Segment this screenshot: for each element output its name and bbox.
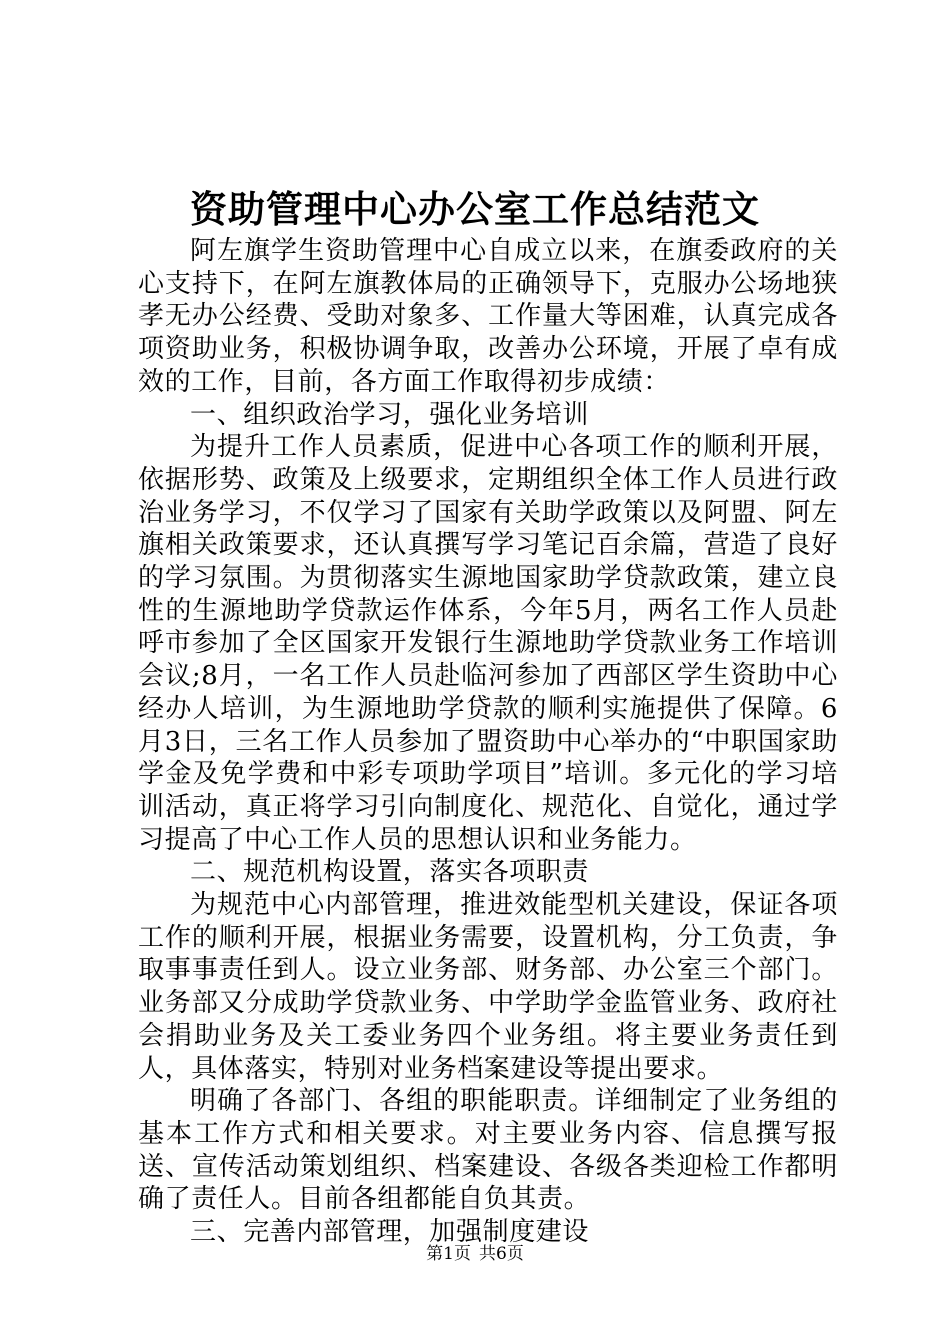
section-heading-1: 一、组织政治学习，强化业务培训 [190, 399, 590, 430]
page-number: 第1页 [426, 1244, 471, 1264]
paragraph-section-1: 为提升工作人员素质，促进中心各项工作的顺利开展，依据形势、政策及上级要求，定期组织全体工作人员进行政治业务学习，不仅学习了国家有关助学政策以及阿盟、阿左旗相关政策要求，还认真撰写学习笔记百余篇，营造了良好的学习氛围。为贯彻落实生源地国家助学贷款政策，建立良性的生源地助学贷款运作体系，今年5月，两名工作人员赴呼市参加了全区国家开发银行生源地助学贷款业务工作培训会议;8月，一名工作人员赴临河参加了西部区学生资助中心经办人培训，为生源地助学贷款的顺利实施提供了保障。6月3日，三名工作人员参加了盟资助中心举办的“中职国家助学金及免学费和中彩专项助学项目”培训。多元化的学习培训活动，真正将学习引向制度化、规范化、自觉化，通过学习提高了中心工作人员的思想认识和业务能力。 [138, 432, 838, 855]
section-heading-2: 二、规范机构设置，落实各项职责 [190, 857, 590, 888]
paragraph-intro: 阿左旗学生资助管理中心自成立以来，在旗委政府的关心支持下，在阿左旗教体局的正确领导下，克服办公场地狭孝无办公经费、受助对象多、工作量大等困难，认真完成各项资助业务，积极协调争取，改善办公环境，开展了卓有成效的工作，目前，各方面工作取得初步成绩： [138, 236, 838, 397]
paragraph-section-2a: 为规范中心内部管理，推进效能型机关建设，保证各项工作的顺利开展，根据业务需要，设置机构，分工负责，争取事事责任到人。设立业务部、财务部、办公室三个部门。业务部又分成助学贷款业务、中学助学金监管业务、政府社会捐助业务及关工委业务四个业务组。将主要业务责任到人，具体落实，特别对业务档案建设等提出要求。 [138, 890, 838, 1084]
page-total: 共6页 [479, 1244, 524, 1264]
paragraph-section-2b: 明确了各部门、各组的职能职责。详细制定了业务组的基本工作方式和相关要求。对主要业务内容、信息撰写报送、宣传活动策划组织、档案建设、各级各类迎检工作都明确了责任人。目前各组都能自负其责。 [138, 1086, 838, 1215]
page-footer [0, 1242, 950, 1266]
document-body [138, 235, 838, 1249]
document-title: 资助管理中心办公室工作总结范文 [190, 187, 760, 231]
section-heading-3: 三、完善内部管理，加强制度建设 [190, 1217, 590, 1248]
